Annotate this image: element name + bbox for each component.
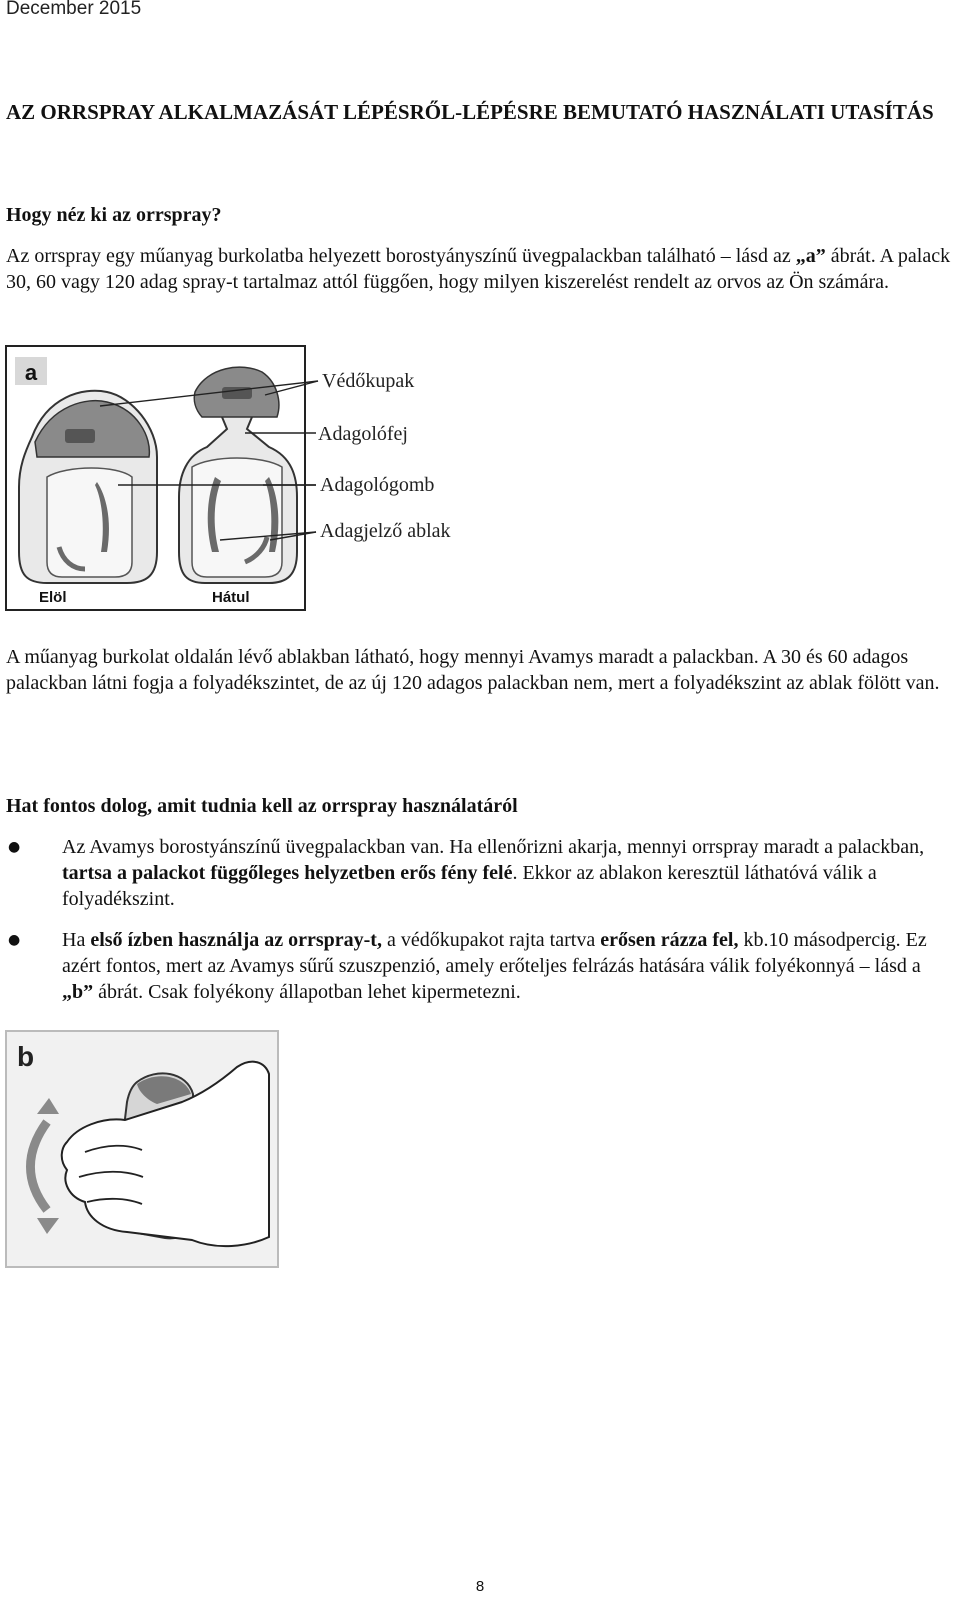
section-heading-six-things: Hat fontos dolog, amit tudnia kell az orrspray használatáról — [6, 795, 518, 817]
bullet2-text-3: kb.10 másodpercig. Ez azért fontos, mert az Avamys sűrű szuszpenzió, amely erőteljes felrázás hatására válik folyékonnyá – lásd a — [62, 929, 927, 977]
bullet-item-2 — [62, 927, 934, 1005]
page-title: AZ ORRSPRAY ALKALMAZÁSÁT LÉPÉSRŐL-LÉPÉSRE BEMUTATÓ HASZNÁLATI UTASÍTÁS — [6, 100, 934, 124]
bullet1-text-2: . Ekkor az ablakon keresztül láthatóvá válik a folyadékszint. — [62, 862, 877, 910]
label-protective-cap: Védőkupak — [322, 370, 415, 392]
section-heading-what-it-looks-like: Hogy néz ki az orrspray? — [6, 204, 222, 226]
bullet-dot-2: ● — [8, 932, 21, 948]
intro-paragraph — [6, 243, 954, 295]
bullet-item-1 — [62, 834, 934, 912]
bullet1-text-1: Az Avamys borostyánszínű üvegpalackban van. Ha ellenőrizni akarja, mennyi orrspray maradt a palackban, — [62, 836, 925, 858]
label-dose-window: Adagjelző ablak — [320, 520, 451, 542]
figure-b-letter: b — [17, 1041, 35, 1072]
figure-b-shaking-illustration — [5, 1030, 279, 1268]
bullet2-text-2: a védőkupakot rajta tartva — [381, 929, 601, 951]
figure-a-caption-back: Hátul — [212, 589, 250, 606]
bullet-dot-1: ● — [8, 839, 21, 855]
intro-figure-ref: „a” — [795, 245, 826, 267]
figure-a-leader-lines — [0, 340, 330, 560]
shake-arrow-icon — [31, 1122, 48, 1210]
bullet2-bold-3: „b” — [62, 981, 94, 1003]
figure-a-caption-front: Elöl — [39, 589, 67, 606]
page-number: 8 — [475, 1578, 485, 1595]
intro-text-2: ábrát. A palack 30, 60 vagy 120 adag spray-t tartalmaz attól függően, hogy milyen kiszerelést rendelt az orvos az Ön számára. — [6, 245, 951, 293]
figure-b-drawing — [7, 1032, 277, 1266]
bullet2-text-1: Ha — [62, 929, 91, 951]
intro-text-1: Az orrspray egy műanyag burkolatba helyezett borostyányszínű üvegpalackban található – lásd az — [6, 245, 796, 267]
label-dose-button: Adagológomb — [320, 474, 435, 496]
bullet2-text-4: ábrát. Csak folyékony állapotban lehet kipermetezni. — [93, 981, 521, 1003]
document-date: December 2015 — [6, 0, 142, 19]
figure-a-letter: a — [24, 360, 38, 385]
window-level-paragraph: A műanyag burkolat oldalán lévő ablakban látható, hogy mennyi Avamys maradt a palackban. A 30 és 60 adagos palackban látni fogja a folyadékszintet, de az új 120 adagos palackban nem, mert a folyadékszint az ablak fölött van. — [6, 646, 940, 694]
bullet2-bold-1: első ízben használja az orrspray-t, — [90, 929, 382, 951]
bullet2-bold-2: erősen rázza fel, — [600, 929, 739, 951]
label-nozzle: Adagolófej — [318, 423, 408, 445]
bullet1-bold-1: tartsa a palackot függőleges helyzetben erős fény felé — [62, 862, 513, 884]
